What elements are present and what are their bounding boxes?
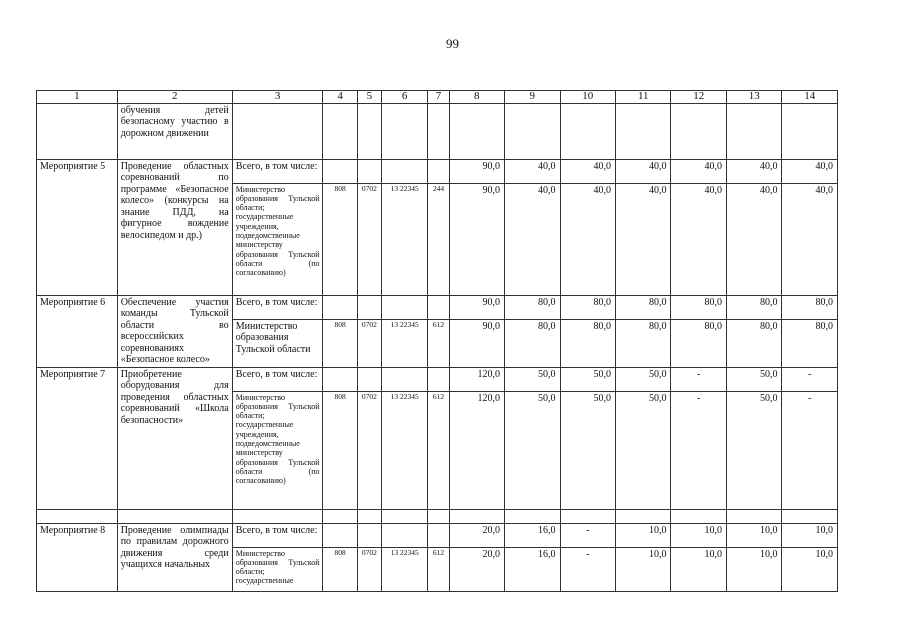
empty-cell — [357, 103, 381, 159]
value-cell: 80,0 — [560, 319, 615, 367]
header-cell: 3 — [232, 91, 323, 104]
value-cell: 90,0 — [449, 183, 504, 295]
budget-code-cell: 808 — [323, 183, 357, 295]
empty-cell — [449, 509, 504, 523]
total-value-cell: 40,0 — [671, 159, 726, 183]
event-description: Проведение олимпиады по правилам дорожного движения среди учащихся начальных — [117, 523, 232, 591]
value-cell: 40,0 — [726, 183, 781, 295]
header-cell: 14 — [782, 91, 838, 104]
event-id-cell — [37, 103, 118, 159]
header-cell: 1 — [37, 91, 118, 104]
empty-code-cell — [357, 295, 381, 319]
total-value-cell: - — [671, 367, 726, 391]
header-cell: 7 — [428, 91, 449, 104]
header-cell: 12 — [671, 91, 726, 104]
empty-cell — [37, 509, 118, 523]
total-value-cell: 50,0 — [505, 367, 560, 391]
budget-code-cell: 808 — [323, 547, 357, 591]
header-cell: 10 — [560, 91, 615, 104]
empty-code-cell — [428, 295, 449, 319]
value-cell: 120,0 — [449, 391, 504, 509]
empty-code-cell — [323, 523, 357, 547]
spacer-row — [37, 509, 838, 523]
value-cell: 20,0 — [449, 547, 504, 591]
value-cell: - — [671, 391, 726, 509]
value-cell: - — [782, 391, 838, 509]
total-value-cell: 80,0 — [671, 295, 726, 319]
empty-code-cell — [357, 159, 381, 183]
total-label-cell: Всего, в том числе: — [232, 295, 323, 319]
budget-code-cell: 13 22345 — [381, 391, 427, 509]
empty-cell — [616, 103, 671, 159]
budget-code-cell: 13 22345 — [381, 183, 427, 295]
empty-code-cell — [428, 523, 449, 547]
budget-table — [36, 90, 838, 592]
budget-code-cell: 808 — [323, 319, 357, 367]
empty-code-cell — [323, 159, 357, 183]
value-cell: 10,0 — [671, 547, 726, 591]
event-description: обучения детей безопасному участию в дорожном движении — [117, 103, 232, 159]
header-cell: 2 — [117, 91, 232, 104]
empty-code-cell — [381, 523, 427, 547]
empty-cell — [381, 509, 427, 523]
value-cell: 40,0 — [782, 183, 838, 295]
value-cell: 80,0 — [726, 319, 781, 367]
total-value-cell: 40,0 — [616, 159, 671, 183]
total-value-cell: 10,0 — [671, 523, 726, 547]
empty-code-cell — [381, 367, 427, 391]
total-value-cell: 90,0 — [449, 295, 504, 319]
budget-code-cell: 0702 — [357, 547, 381, 591]
budget-code-cell: 612 — [428, 547, 449, 591]
empty-cell — [671, 509, 726, 523]
header-cell: 4 — [323, 91, 357, 104]
empty-cell — [560, 509, 615, 523]
empty-code-cell — [428, 367, 449, 391]
header-row — [37, 91, 838, 104]
total-label-cell: Всего, в том числе: — [232, 523, 323, 547]
event-id-cell: Мероприятие 7 — [37, 367, 118, 509]
total-value-cell: 50,0 — [560, 367, 615, 391]
value-cell: 80,0 — [616, 319, 671, 367]
header-cell: 11 — [616, 91, 671, 104]
funding-source-cell: Министерство образования Тульской области; государственные учреждения, подведомственные министерству образования Тульской области (по согласованию) — [232, 183, 323, 295]
event-description: Обеспечение участия команды Тульской области во всероссийских соревнованиях «Безопасное колесо» — [117, 295, 232, 367]
total-value-cell: 10,0 — [616, 523, 671, 547]
total-value-cell: 40,0 — [560, 159, 615, 183]
page-number: 99 — [446, 36, 459, 51]
total-value-cell: 40,0 — [505, 159, 560, 183]
total-value-cell: 20,0 — [449, 523, 504, 547]
empty-cell — [726, 509, 781, 523]
empty-cell — [357, 509, 381, 523]
total-value-cell: 80,0 — [505, 295, 560, 319]
table-row — [37, 103, 838, 159]
total-value-cell: 80,0 — [616, 295, 671, 319]
total-label-cell: Всего, в том числе: — [232, 159, 323, 183]
event-id-cell: Мероприятие 8 — [37, 523, 118, 591]
value-cell: 80,0 — [782, 319, 838, 367]
empty-cell — [232, 103, 323, 159]
empty-cell — [449, 103, 504, 159]
empty-cell — [232, 509, 323, 523]
value-cell: 40,0 — [505, 183, 560, 295]
empty-cell — [381, 103, 427, 159]
value-cell: 10,0 — [782, 547, 838, 591]
total-value-cell: 90,0 — [449, 159, 504, 183]
budget-code-cell: 244 — [428, 183, 449, 295]
table-row — [37, 523, 838, 547]
total-label-cell: Всего, в том числе: — [232, 367, 323, 391]
empty-code-cell — [323, 295, 357, 319]
total-value-cell: 10,0 — [726, 523, 781, 547]
value-cell: 16,0 — [505, 547, 560, 591]
empty-cell — [726, 103, 781, 159]
empty-code-cell — [323, 367, 357, 391]
total-value-cell: 10,0 — [782, 523, 838, 547]
budget-code-cell: 808 — [323, 391, 357, 509]
empty-code-cell — [357, 523, 381, 547]
budget-code-cell: 612 — [428, 391, 449, 509]
funding-source-cell: Министерство образования Тульской области — [232, 319, 323, 367]
event-id-cell: Мероприятие 5 — [37, 159, 118, 295]
empty-cell — [782, 509, 838, 523]
funding-source-cell: Министерство образования Тульской области; государственные учреждения, подведомственные министерству образования Тульской области (по согласованию) — [232, 391, 323, 509]
empty-cell — [616, 509, 671, 523]
budget-code-cell: 612 — [428, 319, 449, 367]
value-cell: 40,0 — [560, 183, 615, 295]
empty-cell — [505, 509, 560, 523]
empty-cell — [671, 103, 726, 159]
budget-code-cell: 0702 — [357, 319, 381, 367]
value-cell: - — [560, 547, 615, 591]
event-id-cell: Мероприятие 6 — [37, 295, 118, 367]
value-cell: 80,0 — [505, 319, 560, 367]
total-value-cell: 50,0 — [726, 367, 781, 391]
budget-code-cell: 0702 — [357, 183, 381, 295]
empty-cell — [428, 103, 449, 159]
header-cell: 6 — [381, 91, 427, 104]
value-cell: 80,0 — [671, 319, 726, 367]
total-value-cell: - — [782, 367, 838, 391]
budget-code-cell: 13 22345 — [381, 547, 427, 591]
value-cell: 50,0 — [560, 391, 615, 509]
funding-source-cell: Министерство образования Тульской области; государственные — [232, 547, 323, 591]
table-row — [37, 159, 838, 183]
empty-cell — [505, 103, 560, 159]
value-cell: 50,0 — [616, 391, 671, 509]
header-cell: 13 — [726, 91, 781, 104]
empty-code-cell — [381, 295, 427, 319]
header-cell: 5 — [357, 91, 381, 104]
total-value-cell: 80,0 — [726, 295, 781, 319]
total-value-cell: 50,0 — [616, 367, 671, 391]
event-description: Приобретение оборудования для проведения областных соревнований «Школа безопасности» — [117, 367, 232, 509]
total-value-cell: 80,0 — [560, 295, 615, 319]
value-cell: 10,0 — [616, 547, 671, 591]
table-row — [37, 295, 838, 319]
empty-cell — [323, 509, 357, 523]
header-cell: 8 — [449, 91, 504, 104]
value-cell: 90,0 — [449, 319, 504, 367]
empty-code-cell — [428, 159, 449, 183]
empty-code-cell — [357, 367, 381, 391]
total-value-cell: 120,0 — [449, 367, 504, 391]
budget-code-cell: 0702 — [357, 391, 381, 509]
value-cell: 40,0 — [616, 183, 671, 295]
empty-cell — [560, 103, 615, 159]
total-value-cell: 16,0 — [505, 523, 560, 547]
value-cell: 50,0 — [505, 391, 560, 509]
total-value-cell: 40,0 — [782, 159, 838, 183]
empty-cell — [782, 103, 838, 159]
header-cell: 9 — [505, 91, 560, 104]
total-value-cell: 40,0 — [726, 159, 781, 183]
value-cell: 40,0 — [671, 183, 726, 295]
empty-code-cell — [381, 159, 427, 183]
event-description: Проведение областных соревнований по программе «Безопасное колесо» (конкурсы на знание ПДД, на фигурное вождение велосипедом и др.) — [117, 159, 232, 295]
empty-cell — [428, 509, 449, 523]
value-cell: 50,0 — [726, 391, 781, 509]
total-value-cell: 80,0 — [782, 295, 838, 319]
empty-cell — [323, 103, 357, 159]
table-row — [37, 367, 838, 391]
empty-cell — [117, 509, 232, 523]
total-value-cell: - — [560, 523, 615, 547]
value-cell: 10,0 — [726, 547, 781, 591]
budget-code-cell: 13 22345 — [381, 319, 427, 367]
